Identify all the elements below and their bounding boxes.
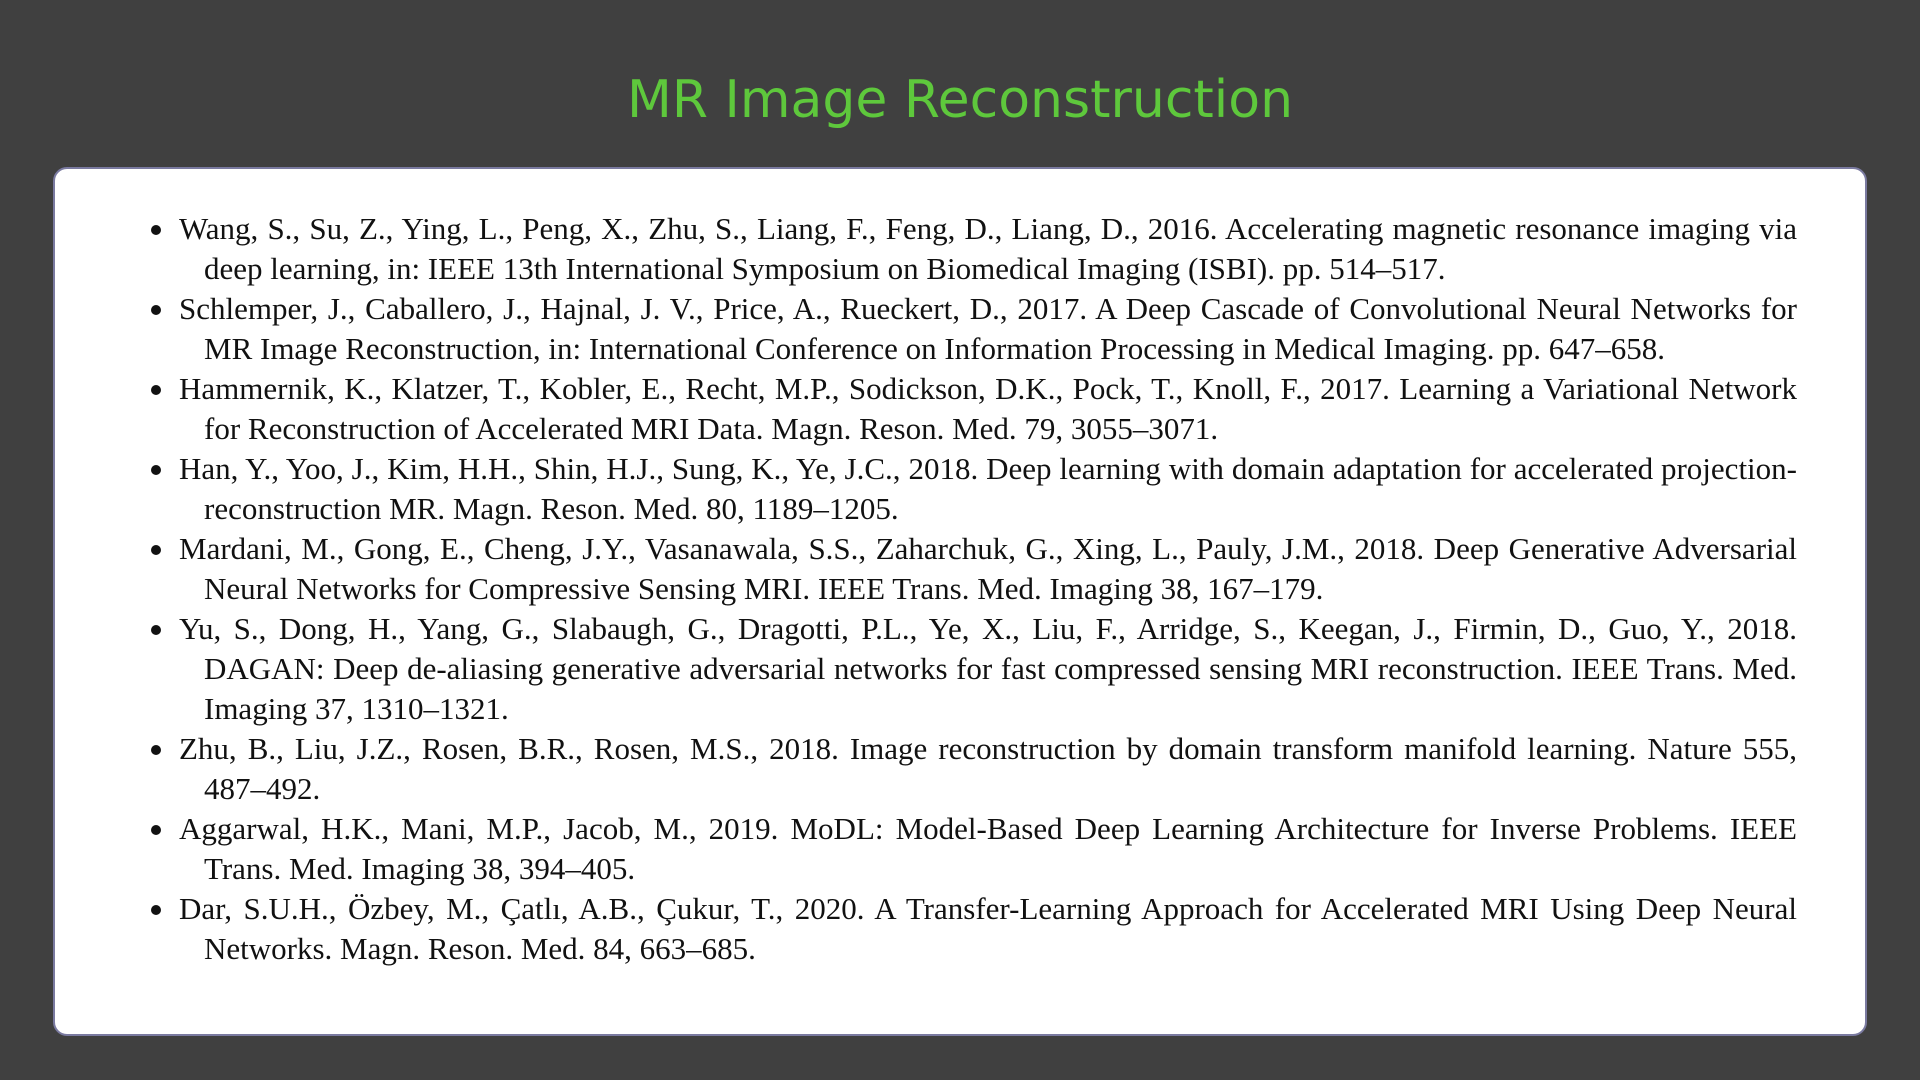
- reference-item: Han, Y., Yoo, J., Kim, H.H., Shin, H.J., Sung, K., Ye, J.C., 2018. Deep learning with domain adaptation for accelerated projection-reconstruction MR. Magn. Reson. Med. 80, 1189–1205.: [179, 449, 1797, 529]
- reference-item: Dar, S.U.H., Özbey, M., Çatlı, A.B., Çukur, T., 2020. A Transfer-Learning Approach for Accelerated MRI Using Deep Neural Networks. Magn. Reson. Med. 84, 663–685.: [179, 889, 1797, 969]
- reference-item: Aggarwal, H.K., Mani, M.P., Jacob, M., 2019. MoDL: Model-Based Deep Learning Architecture for Inverse Problems. IEEE Trans. Med. Imaging 38, 394–405.: [179, 809, 1797, 889]
- reference-item: Hammernik, K., Klatzer, T., Kobler, E., Recht, M.P., Sodickson, D.K., Pock, T., Knoll, F., 2017. Learning a Variational Network for Reconstruction of Accelerated MRI Data. Magn. Reson. Med. 79, 3055–3071.: [179, 369, 1797, 449]
- reference-item: Zhu, B., Liu, J.Z., Rosen, B.R., Rosen, M.S., 2018. Image reconstruction by domain transform manifold learning. Nature 555, 487–492.: [179, 729, 1797, 809]
- reference-item: Mardani, M., Gong, E., Cheng, J.Y., Vasanawala, S.S., Zaharchuk, G., Xing, L., Pauly, J.M., 2018. Deep Generative Adversarial Neural Networks for Compressive Sensing MRI. IEEE Trans. Med. Imaging 38, 167–179.: [179, 529, 1797, 609]
- reference-item: Wang, S., Su, Z., Ying, L., Peng, X., Zhu, S., Liang, F., Feng, D., Liang, D., 2016. Accelerating magnetic resonance imaging via deep learning, in: IEEE 13th International Symposium on Biomedical Imaging (ISBI). pp. 514–517.: [179, 209, 1797, 289]
- reference-item: Schlemper, J., Caballero, J., Hajnal, J. V., Price, A., Rueckert, D., 2017. A Deep Cascade of Convolutional Neural Networks for MR Image Reconstruction, in: International Conference on Information Processing in Medical Imaging. pp. 647–658.: [179, 289, 1797, 369]
- slide-title: MR Image Reconstruction: [626, 70, 1294, 130]
- reference-item: Yu, S., Dong, H., Yang, G., Slabaugh, G., Dragotti, P.L., Ye, X., Liu, F., Arridge, S., Keegan, J., Firmin, D., Guo, Y., 2018. DAGAN: Deep de-aliasing generative adversarial networks for fast compressed sensing MRI reconstruction. IEEE Trans. Med. Imaging 37, 1310–1321.: [179, 609, 1797, 729]
- references-panel: [53, 167, 1867, 1036]
- reference-list: [179, 209, 1797, 969]
